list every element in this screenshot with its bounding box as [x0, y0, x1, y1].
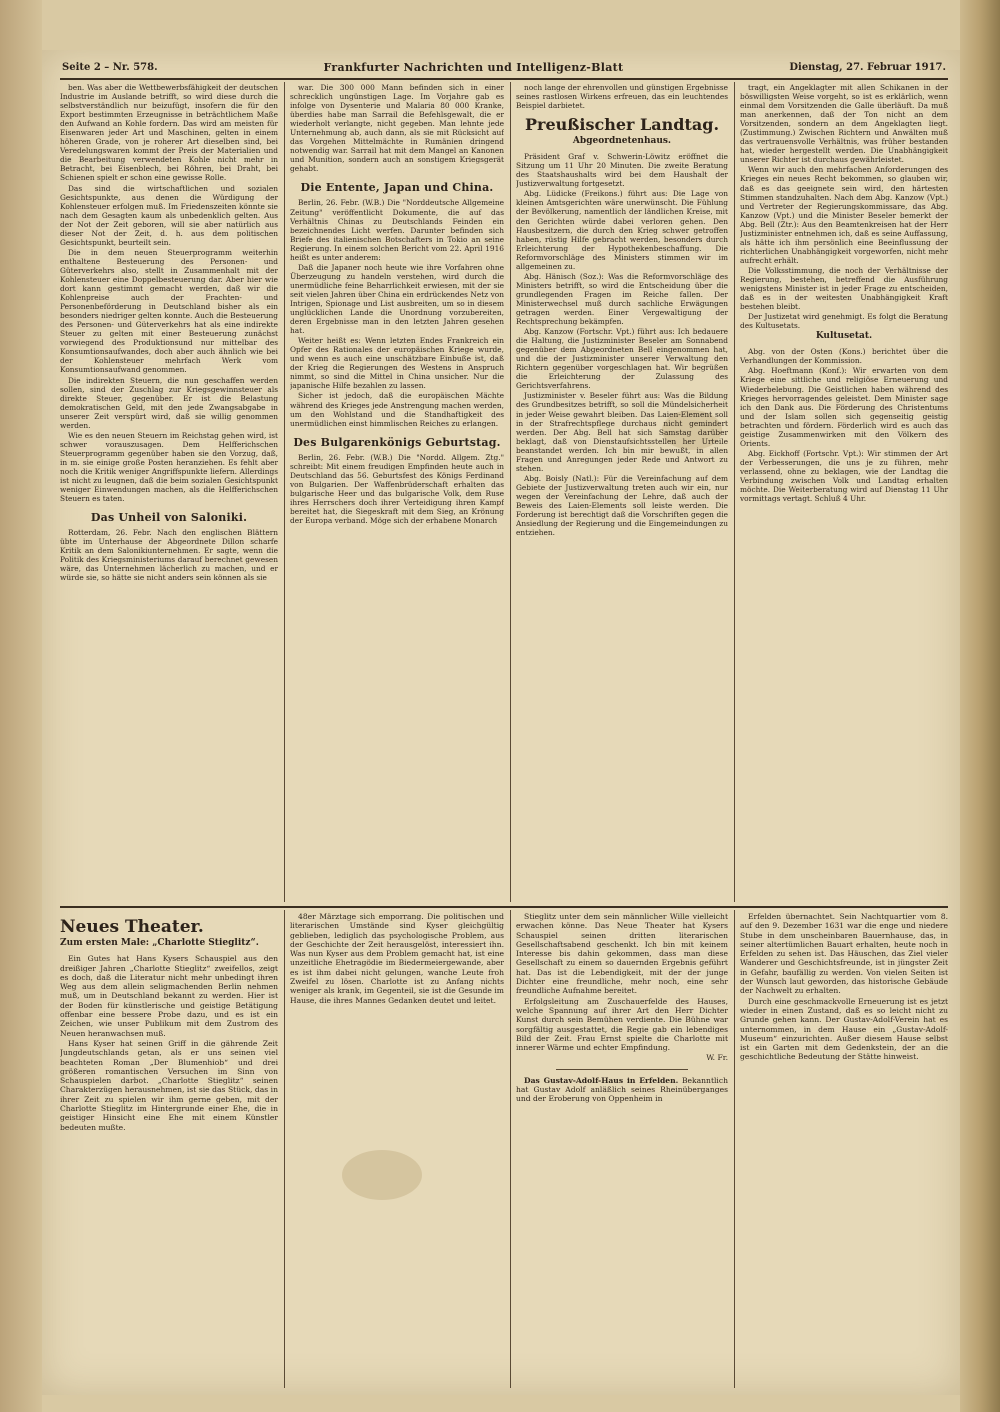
article-heading: Preußischer Landtag.: [524, 115, 720, 135]
column-1: [60, 83, 278, 901]
paragraph: Der Justizetat wird genehmigt. Es folgt die Beratung des Kultusetats.: [740, 312, 948, 331]
paragraph: Präsident Graf v. Schwerin-Löwitz eröffnet die Sitzung um 11 Uhr 20 Minuten. Die zweite Beratung des Staatshaushalts wird bei dem Haushalt der Justizverwaltung fortgesetzt.: [516, 152, 728, 189]
newspaper-page: [42, 50, 960, 1395]
paragraph: Das sind die wirtschaftlichen und sozialen Gesichtspunkte, aus denen die Würdigung der Kohlensteuer erfolgen muß. Im Friedenszeiten könnte sie nach dem Gesagten kaum als unbedenklich gelten. Aus der Not der Zeit geboren, will sie aber natürlich aus dieser Not der Zeit, d. h. aus dem politischen Gesichtspunkt, beurteilt sein.: [60, 183, 278, 247]
article-heading: Des Bulgarenkönigs Geburtstag.: [293, 435, 501, 449]
article-subheading: Zum ersten Male: „Charlotte Stieglitz“.: [60, 938, 259, 948]
paragraph: Sicher ist jedoch, daß die europäischen Mächte während des Krieges jede Anstrengung machen werden, um den Wohlstand und die Standhaftigkeit des unermüdlichen einst himmlischen Reiches zu erlangen.: [290, 391, 504, 428]
column-2: [290, 83, 504, 901]
article-heading: Kultusetat.: [815, 331, 873, 342]
article-subheading: Abgeordnetenhaus.: [572, 136, 672, 147]
page-number: Seite 2 – Nr. 578.: [62, 61, 158, 73]
paragraph: noch lange der ehrenvollen und günstigen Ergebnisse seines rastlosen Wirkens erfreuen, das ein leuchtendes Beispiel darbietet.: [516, 83, 728, 111]
paragraph: Daß die Japaner noch heute wie ihre Vorfahren ohne Überzeugung zu handeln verstehen, wird durch die unermüdliche feine Beharrlichkeit erwiesen, mit der sie seit vielen Jahren über China ein erdrückendes Netz von Intrigen, Spionage und List ausbreiten, um so in diesem unglücklichen Lande die Unordnung vorzubereiten, deren Ergebnisse man in den letzten Jahren gesehen hat.: [290, 262, 504, 336]
paragraph: ben. Was aber die Wettbewerbsfähigkeit der deutschen Industrie im Auslande betrifft, so wird diese durch die selbstverständlich nur beizufügt, insofern die für den Export bestimmten Erzeugnisse in beträchtlichem Maße den Aufwand an Kohle fordern. Das wird am meisten für Eisenwaren jeder Art und Maschinen, gelten in einem höheren Grade, von je roherer Art dieselben sind, bei Veredelungswaren kommt der Preis der Materialien und die Bearbeitung verwendeten Kohle nicht mehr in Betracht, bei Eisenblech, bei Röhren, bei Draht, bei Schienen spielt er schon eine gewisse Rolle.: [60, 83, 278, 183]
paragraph: Bekanntlich hat Gustav Adolf anläßlich seines Rheinüberganges und der Eroberung von Oppenheim in: [516, 1075, 728, 1104]
paragraph: Berlin, 26. Febr. (W.B.) Die "Nordd. Allgem. Ztg." schreibt: Mit einem freudigen Empfinden heute auch in Deutschland das 56. Geburtsfest des Königs Ferdinand von Bulgarien. Der Waffenbrüderschaft erhalten das bulgarische Heer und das bulgarische Volk, dem Ruse ihres Herrschers doch ihrer Verteidigung ihren Kampf bereitet hat, die Siegeskraft mit dem Sieg, an Krönung der Europa verband. Möge sich der erhabene Monarch: [290, 452, 504, 525]
column-divider: [734, 910, 735, 1388]
section-rule: [60, 906, 948, 908]
paragraph: Ein Gutes hat Hans Kysers Schauspiel aus den dreißiger Jahren „Charlotte Stieglitz“ zweifellos, zeigt es doch, daß die Literatur nicht mehr unbedingt ihren Weg aus dem allein seligmachenden Berlin nehmen muß, um in Deutschland bekannt zu werden. Hier ist der Boden für künstlerische und geistige Betätigung offenbar eine bessere Probe dazu, und es ist ein Zeichen, wie unser Publikum mit dem Zustrom des Neuen heranwachsen muß.: [60, 954, 278, 1038]
theater-column-2: [290, 912, 504, 1388]
paragraph: Berlin, 26. Febr. (W.B.) Die "Norddeutsche Allgemeine Zeitung" veröffentlicht Dokumente, die auf das Verhältnis Chinas zu Deutschlands Feinden ein bezeichnendes Licht werfen. Darunter befinden sich Briefe des italienischen Botschafters in Tokio an seine Regierung. In einem solchen Bericht vom 22. April 1916 heißt es unter anderem:: [290, 198, 504, 262]
paragraph: Wie es den neuen Steuern im Reichstag gehen wird, ist schwer vorauszusagen. Dem Helfferichschen Steuerprogramm gegenüber haben sie den Vorzug, daß, in m. sie einige große Posten heranziehen. Es fehlt aber noch die Kritik weniger Angriffspunkte liefern. Allerdings ist nicht zu leugnen, daß die beim sozialen Gesichtspunkt weniger Einwendungen machen, als die Helfferichschen Steuern es taten.: [60, 430, 278, 504]
theater-column-1: [60, 912, 278, 1388]
article-heading: Das Gustav-Adolf-Haus in Erfelden.: [524, 1075, 679, 1085]
paragraph: 48er Märztage sich emporrang. Die politischen und literarischen Umstände sind Kyser gleichgültig geblieben, lediglich das psychologische Problem, aus der Geschichte der Zeit herausgelöst, interessiert ihn. Was nun Kyser aus dem Problem gemacht hat, ist eine unzeitliche Ehetragödie im Biedermeiergewande, aber es ist ihm dabei nicht gelungen, wanche Leute froh Zweifel zu lösen. Charlotte ist zu Anfang nichts weniger als krank, im Gegenteil, sie ist die Gesunde im Hause, die ihres Mannes Gedanken deutet und leitet.: [290, 912, 504, 1005]
paragraph: Abg. Boisly (Natl.): Für die Vereinfachung auf dem Gebiete der Justizverwaltung treten auch wir ein, nur wegen der Vereinfachung der Lehre, daß auch der Beweis des Laien-Elements soll leiste werden. Die Forderung ist berechtigt daß die Vorschriften gegen die Ansiedlung der Regierung und die Eingemeindungen zu entziehen.: [516, 473, 728, 538]
column-divider: [284, 82, 285, 902]
column-4: [740, 83, 948, 901]
paragraph: Erfolgsleitung am Zuschauerfelde des Hauses, welche Spannung auf ihrer Art den Herr Dichter Kunst durch sein Bemühen verdiente. Die Bühne war sorgfältig ausgestattet, die Regie gab ein lebendiges Bild der Zeit. Frau Ernst spielte die Charlotte mit innerer Wärme und echter Empfindung.: [516, 996, 728, 1053]
paragraph: Abg. Eickhoff (Fortschr. Vpt.): Wir stimmen der Art der Verbesserungen, die uns je zu führen, mehr verlassend, ohne zu beklagen, wie der Landtag die Verbindung zwischen Volk und Landtag erhalten möchte. Die Weiterberatung wird auf Dienstag 11 Uhr vormittags vertagt. Schluß 4 Uhr.: [740, 448, 948, 504]
column-divider: [510, 82, 511, 902]
paragraph: Abg. Hoeftmann (Konf.): Wir erwarten von dem Kriege eine sittliche und religiöse Erneuerung und Wiederbelebung. Die Geistlichen haben während des Krieges hervorragendes geleistet. Dem Minister sage ich den Dank aus. Die Förderung des Christentums und der Islam sollen sich gegenseitig geistig betrachten und fördern. Förderlich wird es auch das geistige Zusammenwirken mit den Völkern des Orients.: [740, 366, 948, 448]
theater-column-3: [516, 912, 728, 1388]
paragraph: Rotterdam, 26. Febr. Nach den englischen Blättern übte im Unterhause der Abgeordnete Dillon scharfe Kritik an dem Salonikiunternehmen. Er sagte, wenn die Politik des Kriegsministeriums darauf berechnet gewesen wäre, das Unternehmen lächerlich zu machen, und er würde sie, so hätte sie nicht anders sein können als sie: [60, 528, 278, 583]
paragraph: Abg. Lüdicke (Freikons.) führt aus: Die Lage von kleinen Amtsgerichten wäre unerwünscht. Die Fühlung der Bevölkerung, namentlich der ländlichen Kreise, mit den Gerichten würde dabei verloren gehen. Den Hausbesitzern, die durch den Krieg schwer getroffen haben, rüstig Hilfe gebracht werden, besonders durch Erleichterung der Hypothekenbeschaffung. Die Reformvorschläge des Ministers stimmen wir im allgemeinen zu.: [516, 189, 728, 271]
paragraph: Die in dem neuen Steuerprogramm weiterhin enthaltene Besteuerung des Personen- und Güterverkehrs also, stellt in Zusammenhalt mit der Kohlensteuer eine Doppelbesteuerung dar. Aber hier wie dort kann gestimmt gemacht werden, daß wir die Kohlenpreise auch der Frachten- und Personenbeförderung in Deutschland bisher als ein besonders niedriger gelten konnte. Auch die Besteuerung des Personen- und Güterverkehrs hat als eine indirekte Steuer zu gelten mit einer Besteuerung zunächst vorwiegend des Produktionsund nur mittelbar des Konsumtionsaufwandes, doch aber auch ähnlich wie bei der Kohlensteuer mehrfach Werk vom Konsumtionsaufwand genommen.: [60, 247, 278, 375]
paragraph: Abg. Kanzow (Fortschr. Vpt.) führt aus: Ich bedauere die Haltung, die Justizminister Beseler am Sonnabend gegenüber dem Abgeordneten Bell eingenommen hat, und die der Justizminister unserer Verwaltung den Richtern gegenüber vorgeschlagen hat. Wir begrüßen die Erleichterung der Zulassung des Gerichtsverfahrens.: [516, 327, 728, 391]
paragraph: Justizminister v. Beseler führt aus: Was die Bildung des Grundbesitzes betrifft, so soll die Mündelsicherheit in jeder Weise gewahrt bleiben. Das Laien-Element soll in der Strafrechtspflege durchaus nicht gemindert werden. Der Abg. Bell hat sich Samstag darüber beklagt, daß von Dienstaufsichtsstellen her Urteile beanstandet werden. Ich bin mir bewußt, in allen Fragen und Anregungen jeder Rede und Antwort zu stehen.: [516, 391, 728, 473]
paragraph: tragt, ein Angeklagter mit allen Schikanen in der böswilligsten Weise vorgeht, so ist es erklärlich, wenn einmal dem Vorsitzenden die Galle überläuft. Da muß man anerkennen, daß der Ton nicht an dem Vorsitzenden, sondern an dem Angeklagten liegt. (Zustimmung.) Zwischen Richtern und Anwälten muß das vertrauensvolle Verhältnis, was früher bestanden hat, wieder hergestellt werden. Die Unabhängigkeit unserer Richter ist durchaus gewährleistet.: [740, 83, 948, 165]
page-right-edge: [960, 0, 1000, 1412]
column-divider: [734, 82, 735, 902]
paragraph: Durch eine geschmackvolle Erneuerung ist es jetzt wieder in einen Zustand, daß es so leicht nicht zu Grunde gehen kann. Der Gustav-Adolf-Verein hat es unternommen, in dem Hause ein „Gustav-Adolf-Museum“ einzurichten. Außer diesem Hause selbst ist ein Garten mit dem Gedenkstein, der an die geschichtliche Bedeutung der Stätte hinweist.: [740, 996, 948, 1062]
page-header: [62, 58, 946, 76]
paragraph: Die Volksstimmung, die noch der Verhältnisse der Regierung, bestehen, betreffend die Ausführung wenigstens Minister ist in jeder Frage zu entscheiden, daß es in der weitesten Unabhängigkeit Kraft bestehen bleibt.: [740, 265, 948, 312]
paragraph: Stieglitz unter dem sein männlicher Wille vielleicht erwachen könne. Das Neue Theater hat Kysers Schauspiel seinen dritten literarischen Gesellschaftsabend geschenkt. Ich bin mit keinem Interesse bis dahin gekommen, dass man diese Gesellschaft zu einem so dauernden Ergebnis geführt hat. Das ist die Lebendigkeit, mit der der junge Dichter eine freundliche, mehr noch, eine sehr freundliche Aufnahme bereitet.: [516, 912, 728, 996]
article-heading: Die Entente, Japan und China.: [300, 181, 494, 195]
paragraph: Abg. Hänisch (Soz.): Was die Reformvorschläge des Ministers betrifft, so wird die Entscheidung über die grundlegenden Fragen im Reiche fallen. Der Ministerwechsel muß durch sachliche Erwägungen getragen werden. Einer Vergewaltigung der Rechtsprechung bekämpfen.: [516, 271, 728, 327]
article-heading: Neues Theater.: [60, 917, 204, 937]
column-3: [516, 83, 728, 901]
masthead-title: Frankfurter Nachrichten und Intelligenz-Blatt: [323, 60, 624, 74]
column-divider: [284, 910, 285, 1388]
paragraph: Weiter heißt es: Wenn letzten Endes Frankreich ein Opfer des Rationales der europäischen Kriege wurde, und wenn es auch eine unschätzbare Einbuße ist, daß der Krieg die Regierungen des Westens in Anspruch nimmt, so sind die Mittel in China unsicher. Nur die japanische Hilfe bezahlen zu lassen.: [290, 336, 504, 391]
issue-date: Dienstag, 27. Februar 1917.: [789, 61, 946, 73]
article-heading: Das Unheil von Saloniki.: [90, 511, 248, 525]
header-rule: [60, 78, 948, 80]
paragraph: Abg. von der Osten (Kons.) berichtet über die Verhandlungen der Kommission.: [740, 347, 948, 366]
theater-column-4: [740, 912, 948, 1388]
article-separator: [556, 1069, 688, 1070]
paragraph: Die indirekten Steuern, die nun geschaffen werden sollen, sind der Zuschlag zur Kriegsgewinnsteuer als direkte Steuer, gegenüber. Er ist die Belastung demokratischen Geld, mit den jede Zwangsabgabe in unserer Zeit verspürt wird, daß sie willig genommen werden.: [60, 375, 278, 430]
author-signature: W. Fr.: [706, 1053, 728, 1063]
paragraph: Erfelden übernachtet. Sein Nachtquartier vom 8. auf den 9. Dezember 1631 war die enge und niedere Stube in dem unscheinbaren Bauernhause, das, in seiner altertümlichen Bauart erhalten, heute noch in Erfelden zu sehen ist. Das Häuschen, das Ziel vieler Wanderer und Geschichtsfreunde, ist in jüngster Zeit in Gefahr, baufällig zu werden. Von vielen Seiten ist der Wunsch laut geworden, das historische Gebäude der Nachwelt zu erhalten.: [740, 912, 948, 996]
paragraph: war. Die 300 000 Mann befinden sich in einer schrecklich ungünstigen Lage. Im Vorjahre gab es infolge von Dysenterie und Malaria 80 000 Kranke, überdies habe man Sarrail die Befehlsgewalt, die er wiederholt verlangte, nicht gegeben. Man lehnte jede Unternehmung ab, auch dann, als sie mit Rücksicht auf das Vorgehen Mittelmächte in Rumänien dringend notwendig war. Sarrail hat mit dem Mangel an Kanonen und Munition, sondern auch an sonstigem Kriegsgerät gehabt.: [290, 83, 504, 174]
column-divider: [510, 910, 511, 1388]
page-left-edge: [0, 0, 42, 1412]
paragraph: Wenn wir auch den mehrfachen Anforderungen des Krieges ein neues Recht bekommen, so glauben wir, daß es das geeignete sein wird, den härtesten Stimmen standzuhalten. Nach dem Abg. Kanzow (Vpt.) und Vertreter der Regierungskommissare, das Abg. Kanzow (Vpt.) und die Minister Beseler bemerkt der Abg. Bell (Ztr.): Aus den Beamtenkreisen hat der Herr Justizminister entnehmen ich, daß es seine Auffassung, als hätte ich ihm persönlich eine Beeinflussung der richterlichen Unabhängigkeit vorgeworfen, nicht mehr aufrecht erhält.: [740, 165, 948, 265]
paragraph: Hans Kyser hat seinen Griff in die gährende Zeit Jungdeutschlands getan, als er uns seinen viel beachteten Roman „Der Blumenhiob“ und drei größeren romantischen Versuchen im Sinn von Schauspielen darbot. „Charlotte Stieglitz“ seinen Charakterzügen herausnehmen, ist sie das Stück, das in ihrer Zeit zu spielen wir ihm gerne geben, mit der Charlotte Stieglitz im Hintergrunde einer Ehe, die in geistiger Hinsicht eine Ehe mit einem Künstler bedeuten mußte.: [60, 1038, 278, 1132]
